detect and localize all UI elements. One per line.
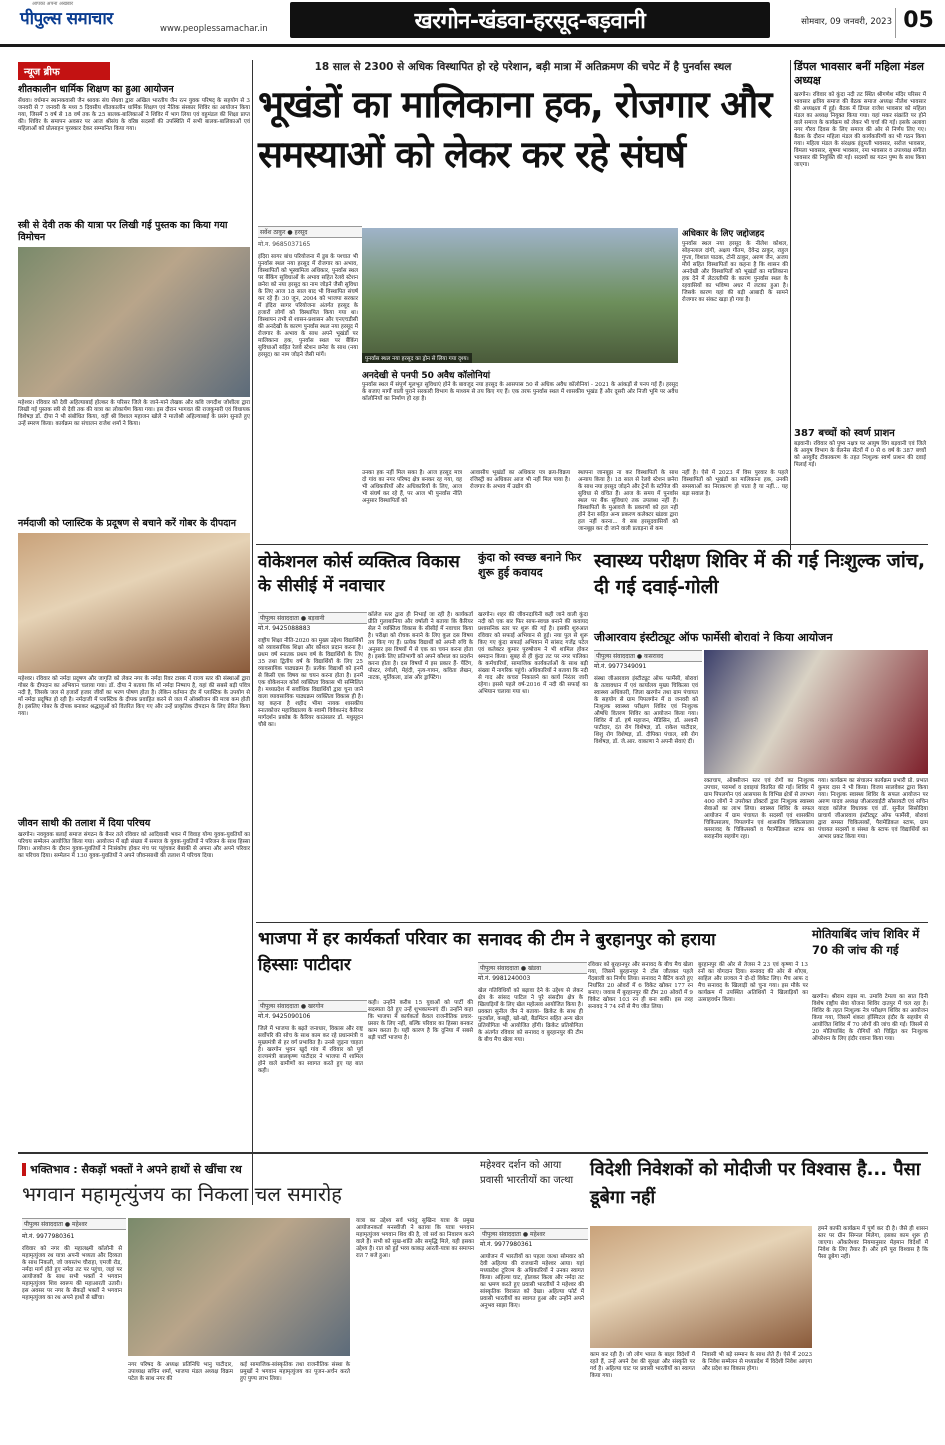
lead-photo-caption: पुनर्वास स्थल नया हरसूद का ड्रोन से लिया गया दृश्य। [362,353,472,363]
brief-text-2: महेश्वर। रविवार को देवी अहिल्याबाई होल्कर के परिसर जिले के जाने-माने लेखक और कवि जगदीश जोशीला द्वारा लिखी गई पुस्तक स्त्री से देवी तक की यात्रा का लोकार्पण किया गया। इस दौरान भागवत की राजकुमारी एवं विधायक विशेषज्ञ डॉ. दीपा ने भी संबोधित किया, वहीं श्री विशाल महाजन खोले ने मातोश्री अहिल्याबाई के प्रसंग सुनाते हुए उन्हें स्मरण किया। कार्यक्रम का संचालन राजेश शर्मा ने किया। [18,400,250,427]
lead-drone-photo [362,228,678,363]
news-brief-column [18,62,250,1202]
bhakti-procession-photo [128,1218,350,1356]
edition-title: खरगोन-खंडवा-हरसूद-बड़वानी [414,9,646,34]
modi-col-3: हमने काफी कार्यक्रम में पूर्ण कर दी है। जैसे ही शासन स्तर पर ग्रीन सिग्नल मिलेगा, इसका काम शुरू हो जाएगा। ओंकारेश्वर नियमानुसार मेहमान विदेशों में निवेश के लिए तैयार हैं। और हमें पूरा विश्वास है कि पैसा डूबेगा नहीं। [818,1226,928,1260]
lead-subhead-colonies: अनदेखी से पनपी 50 अवैध कॉलोनियां [362,371,491,381]
bhakti-kicker-text: भक्तिभाव : सैकड़ों भक्तों ने अपने हाथों से खींचा रथ [22,1163,242,1176]
bjp-col-2: कही। उन्होंने करीब 15 युवाओं को पार्टी की सदस्यता देते हुए उन्हें शुभकामनाएं दीं। उन्होंने कहा कि भाजपा में कार्यकर्ता केवल राजनीतिक प्रचार-प्रसार के लिए नहीं, बल्कि परिवार का हिस्सा बनकर काम करता है। यही कारण है कि दुनिया में सबसे बड़ी पार्टी भाजपा है। [368,1000,473,1041]
lead-subhead-colonies-text: पुनर्वास स्थल में संपूर्ण मूलभूत सुविधाएं होने के बावजूद नया हरसूद के आसपास 50 से अधिक अवैध कॉलोनियां - 2021 के आंकड़ों से पनप गई हैं। हरसूद के बजाए मार्गों वाली पुराने सरकारी विभाग के माध्यम से तय किए गए हैं। एक तरफ पुनर्वास स्थल में शासकीय भूखंड हैं और दूसरी ओर निजी भूमि पर अवैध कॉलोनियों का निर्माण हो रहा है। [362,382,678,402]
issue-date: सोमवार, 09 जनवरी, 2023 [801,17,892,27]
edition-banner [290,2,770,38]
logo-text: पीपुल्स समाचार [20,9,113,29]
swarna-headline: 387 बच्चों को स्वर्ण प्राशन [794,428,895,439]
brief-headline-2: स्त्री से देवी तक की यात्रा पर लिखी गई पुस्तक का किया गया विमोचन [18,220,228,243]
bhakti-headline: भगवान महामृत्युंजय का निकला चल समारोह [22,1182,342,1206]
bhakti-byline: पीपुल्स संवाददाता ● महेश्वर [22,1218,126,1230]
health-col-1: संस्था जीआरवाय इंस्टीट्यूट ऑफ फार्मेसी, बोरावां के तत्वावधान में एवं कार्यालय मुख्य चिकित्सा एवं स्वास्थ्य अधिकारी, जिला खरगोन तथा ग्राम पंचायत के सहयोग से ग्राम पिपलगोन में 8 जनवरी को निःशुल्क स्वास्थ्य परीक्षण शिविर एवं निःशुल्क औषधि वितरण शिविर का आयोजन किया गया। शिविर में डॉ. हर्ष महाजन, मेडिसिन, डॉ. अश्वनी पाटीदार, दंत रोग विशेषज्ञ, डॉ. राकेश पाटीदार, शिशु रोग विशेषज्ञ, डॉ. दीपिका पंचाल, स्त्री रोग विशेषज्ञ, डॉ. जे.आर. वाकाणा ने अपनी सेवाएं दीं। [594,676,698,745]
health-headline: स्वास्थ्य परीक्षण शिविर में की गई निःशुल्क जांच, दी गई दवाई-गोली [594,550,926,598]
sanawad-headline: सनावद की टीम ने बुरहानपुर को हराया [478,930,716,950]
swarna-text: बड़वानी। रविवार को पुष्य नक्षत्र पर आयुष विंग बड़वानी एवं जिले के आयुष विभाग के वेलनेस सेंटरों में 0 से 6 वर्ष के 387 बच्चों को आयुर्वेद टीकाकरण के तहत निःशुल्क स्वर्ण प्राशन की दवाई पिलाई गई। [794,441,926,468]
brief-headline-4: जीवन साथी की तलाश में दिया परिचय [18,818,151,829]
lead-col-4: नहीं है। ऐसे में 2023 में विस पुरवार के पहले विस्थापितों को भूखंडों का मालिकाना हक, उनकी समस्याओं का निराकरण हो पाता है या नहीं... यह बड़ा सवाल है। [682,470,788,497]
maheshwar-mobile: मो.नं. 9977980361 [480,1241,533,1248]
bhakti-col-1: रविवार को नगर की महालक्ष्मी कॉलोनी से महामृत्युंजय रथ यात्रा अपनी भव्यता और दिव्यता के साथ निकली, जो जयस्तंभ चौराहा, एमजी रोड, नर्मदा मार्ग होते हुए नर्मदा तट पर पहुंचा, जहां पर आयोजकों के साथ सभी भक्तों ने भगवान महामृत्युंजय शिव स्वरूप की महाआरती उतारी। इस अवसर पर नगर के सैकड़ों भक्तों ने भगवान महामृत्युंजय का रथ अपने हाथों से खींचा। [22,1246,122,1301]
bjp-headline: भाजपा में हर कार्यकर्ता परिवार का हिस्साः पाटीदार [258,929,471,975]
lead-col-1: इंदिरा सागर बांध परियोजना में डूब के पश्चात भी पुनर्वास स्थल नया हरसूद में रोजगार का अभाव, विस्थापितों को भूस्वामित्व अधिकार, पुनर्वास स्थल पर बैंकिंग सुविधाओं के अभाव सहित रेलवे स्टेशन छनेरा को नया हरसूद का नाम जोड़ने जैसी सुविधा के लिए आज 18 साल बाद भी विस्थापित संघर्ष कर रहे हैं। 30 जून, 2004 को भाजपा सरकार में इंदिरा सागर परियोजना अंतर्गत हरसूद के हजारों लोगों को विस्थापित किया गया था। विस्थापन तभी से शासन-प्रशासन और एनएचडीसी की अनदेखी के कारण पुनर्वास स्थल नया हरसूद में रोजगार के अभाव के साथ अपने भूखंडों पर मालिकाना हक, पुनर्वास स्थल पर बैंकिंग सुविधाओं सहित रेलवे स्टेशन छनेरा के साथ (नया हरसूद) का नाम जोड़ने जैसी मांगें। [258,254,358,358]
vocational-col-2: कॉलेज स्तर द्वारा ही निभाई जा रही है। कार्यकर्ता प्रीति गुलाबानिया और वर्षाली ने बताया कि कैरियर सेल ने व्यक्तित्व विकास के सीसीई में नवाचार किया है। परीक्षा को रोचक बनाने के लिए कुल दस विषय तय किए गए हैं। प्रत्येक विद्यार्थी को अपनी रुचि के अनुसार इस विषयों में से एक का चयन करना होता है। इसके लिए प्रतिभागी को अपने कौशल का प्रदर्शन करना होता है। दस विषयों में इस प्रकार हैं- पेंटिंग, पोस्टर, रंगोली, मेहंदी, नृत्य-गायन, कविता लेखन, नाटक, मूर्तिकला, डांस और ड्राफ्टिंग। [368,612,473,681]
vocational-byline: पीपुल्स संवाददाता ● बड़वानी [258,612,367,624]
health-col-2: रक्तचाप, ऑक्सीजन स्तर एवं रोगों का निःशुल्क उपचार, परामर्श व दवाइयां वितरित की गईं। शिविर में ग्राम पिपलगोन एवं आसपास के विभिन्न क्षेत्रों से लगभग 400 लोगों ने उपरोक्त डॉक्टरों द्वारा निःशुल्क स्वास्थ्य सेवाओं का लाभ लिया। स्वास्थ्य शिविर के सफल आयोजन में ग्राम पंचायत के सदस्यों एवं शासकीय चिकित्सालय, पिपलगोन एवं शासकीय चिकित्सालय कसरावद के चिकित्सकों व पैरामेडिकल स्टाफ का सराहनीय सहयोग रहा। [704,778,814,840]
lead-kicker: 18 साल से 2300 से अधिक विस्थापित हो रहे परेशान, बड़ी मात्रा में अतिक्रमण की चपेट में है पुनर्वास स्थल [314,61,732,73]
bhakti-kicker [22,1158,474,1176]
maheshwar-text: आयोजन में भारतीयों का पहला जत्था सोमवार को देवी अहिल्या की राजधानी महेश्वर आया। यहां मध्यप्रदेश टूरिज्म के अधिकारियों ने उनका स्वागत किया। अहिल्या घाट, होलकर किला और नर्मदा तट का भ्रमण करते हुए प्रवासी भारतीयों ने महेश्वर की सांस्कृतिक विरासत को देखा। अहिल्या फोर्ट में प्रवासी भारतीयों का स्वागत हुआ और उन्होंने अपने अनुभव साझा किए। [480,1254,584,1309]
column-divider [252,60,253,1205]
health-camp-photo [704,650,928,774]
masthead [0,0,945,47]
vocational-col-1: राष्ट्रीय शिक्षा नीति-2020 का मुख्य उद्देश्य विद्यार्थियों को व्यावसायिक शिक्षा और कौशल प्रदान करना है। प्रथम वर्ष स्नातक प्रथम वर्ष के विद्यार्थियों के लिए 35 तथा द्वितीय वर्ष के विद्यार्थियों के लिए 25 व्यावसायिक पाठ्यक्रम हैं। प्रत्येक विद्यार्थी को इनमें से किसी एक विषय का चयन करना होता है। इनमें एक वोकेशनल कोर्स व्यक्तित्व विकास भी सम्मिलित है। मध्यप्रदेश में सर्वाधिक विद्यार्थियों द्वारा चुना जाने वाला व्यावसायिक पाठ्यक्रम व्यक्तित्व विकास ही है। यह कहना है शहीद भीमा नायक शासकीय स्नातकोत्तर महाविद्यालय के स्वामी विवेकानंद कैरियर मार्गदर्शन प्रकोष्ठ के कैरियर काउंसलर डॉ. मधुसूदन चौबे का। [258,638,363,728]
lead-byline: सर्वेश ठाकुर ● हरसूद [258,226,362,238]
sanawad-byline: पीपुल्स संवाददाता ● खंडवा [478,962,587,974]
cataract-text: खरगोन। श्रीराम राइस मा. उमावि टेमला का सात दिनी विशेष राष्ट्रीय सेवा योजना शिविर दातपुर में चल रहा है। शिविर के तहत निःशुल्क नेत्र परीक्षण शिविर का आयोजन किया गया, जिसमें शंकरा हॉस्पिटल इंदौर के सहयोग से आयोजित शिविर में 70 लोगों की जांच की गई। जिसमें से 20 मोतियाबिंद के रोगियों को चिह्नित कर निःशुल्क ऑपरेशन के लिए इंदौर रवाना किया गया। [812,994,928,1042]
row-divider [18,1152,928,1154]
lead-headline: भूखंडों का मालिकाना हक, रोजगार और समस्याओं को लेकर कर रहे संघर्ष [258,83,772,176]
modi-col-1: काम कर रही है। जो लोग भारत के बाहर विदेशों में रहते हैं, उन्हें अपने देश की सुरक्षा और संस्कृति पर गर्व है। अहिल्या घाट पर प्रवासी भारतीयों का स्वागत किया गया। [590,1352,695,1379]
vocational-headline: वोकेशनल कोर्स व्यक्तित्व विकास के सीसीई में नवाचार [258,552,460,596]
modi-col-2: निवासी भी बड़े सम्मान के साथ लेते हैं। ऐसे में 2023 के निवेश सम्मेलन से मध्यप्रदेश में विदेशी निवेश आएगा और प्रदेश का विकास होगा। [702,1352,812,1372]
column-divider [790,60,791,550]
brief-headline-1: शीतकालीन धार्मिक शिक्षण का हुआ आयोजन [18,84,174,95]
bhakti-col-3: यात्रा का उद्देश्य सर्व भवंतु सुखिनः यात्रा के प्रमुख आयोजनकर्ता मनस्वीजी ने बताया कि यात्रा भगवान महामृत्युंजय भगवान शिव की है, जो सर्व का निवारण करने वाले हैं। सभी को सुख-शांति और समृद्धि मिले, यही इसका उद्देश्य है। रात को हुई भव्य काकड़ आरती-यात्रा का समापन रात 7 बजे हुआ। [356,1218,474,1259]
page-number: 05 [895,8,941,38]
cataract-headline: मोतियाबिंद जांच शिविर में 70 की जांच की गई [812,927,920,957]
bhakti-col-4: कई सामाजिक-सांस्कृतिक तथा राजनीतिक संस्था के प्रमुखों ने भगवान महामृत्युंजय का पूजन-अर्चन करते हुए पुण्य लाभ लिया। [240,1362,350,1382]
brief-headline-3: नर्मदाजी को प्लास्टिक के प्रदूषण से बचाने करें गोबर के दीपदान [18,518,237,529]
bjp-mobile: मो.नं. 9425090106 [258,1013,311,1020]
sanawad-col-2: रविवार को बुरहानपुर और सनावद के बीच मैच खेला गया, जिसमें बुरहानपुर ने टॉस जीतकर पहले गेंदबाजी का निर्णय लिया। सनावद ने बैटिंग करते हुए निर्धारित 20 ओवरों में 6 विकेट खोकर 177 रन बनाए। जवाब में बुरहानपुर की टीम 20 ओवरों में 9 विकेट खोकर 103 रन ही बना सकी। इस तरह सनावद ने 74 रनों से मैच जीत लिया। [588,962,693,1010]
health-byline: पीपुल्स संवाददाता ● कसरावद [594,650,702,662]
sanawad-col-1: खेल गतिविधियों को बढ़ावा देने के उद्देश्य से लेकर क्षेत्र के सांसद पाटिल ने पूरे संसदीय क्षेत्र के खिलाड़ियों के लिए खेल महोत्सव आयोजित किया है। प्रवक्ता सुनील जैन ने बताया- क्रिकेट के साथ ही फुटबॉल, कबड्डी, खो-खो, बैडमिंटन सहित अन्य खेल प्रतियोगिता भी आयोजित होंगी। क्रिकेट प्रतियोगिता के अंतर्गत रविवार को सनावद व बुरहानपुर की टीम के बीच मैच खेला गया। [478,988,583,1043]
maheshwar-headline: महेश्वर दर्शन को आया प्रवासी भारतीयों का जत्था [480,1160,574,1186]
logo-tagline: आपका अपना अखबार [32,1,74,7]
bhakti-mobile: मो.नं. 9977980361 [22,1233,75,1240]
brief-text-3: महेश्वर। रविवार को नर्मदा प्रदूषण और जागृति को लेकर नगर के नर्मदा रिवर टास्क में राज्य स्तर की संस्थाओं द्वारा गोबर के दीपदान का अभियान चलाया गया। डॉ. दीपा ने बताया कि माँ नर्मदा निष्पाप है, यहां की सबसे बड़ी पवित्र नदी है, जिसके जल से हजारों हजार जीवों का भरण पोषण होता है। लेकिन वर्तमान दौर में प्लास्टिक के उपयोग से माँ नर्मदा प्रदूषित हो रही है। नर्मदाजी में प्लास्टिक के दीपक प्रवाहित करने से जल में ऑक्सीजन की मात्रा कम होती है। इसलिए गोबर के दीपक बनाकर श्रद्धालुओं को वितरित किए गए और उन्हें प्राकृतिक दीपदान के लिए प्रेरित किया गया। [18,676,250,717]
dimple-text: खरगोन। रविवार को कुंदा नदी तट स्थित श्रीगणेश मंदिर परिसर में भावसार क्षत्रिय समाज की बैठक समाज अध्यक्ष नीलेश भावसार की अध्यक्षता में हुई। बैठक में डिंपल राजेश भावसार को महिला मंडल का अध्यक्ष नियुक्त किया गया। यहां मकर संक्रांति पर होने वाले समाज के कार्यक्रम को लेकर भी चर्चा की गई। इसके अलावा नगर गौरव दिवस के लिए समाज की ओर से निर्णय लिए गए। बैठक के दौरान महिला मंडल की कार्यकारिणी का भी गठन किया गया। महिला मंडल के संरक्षक इंदुमती भावसार, सरोज भावसार, विमला भावसार, सुषमा भावसार, रमा भावसार व उपाध्यक्ष संगीता भावसार की नियुक्ति की गई। सदस्यों का गठन पुष्प के साथ किया जाएगा। [794,92,926,168]
row-divider [256,544,928,545]
lead-side-box [682,228,788,468]
book-launch-photo [18,247,250,397]
lead-col-2b: आवासीय भूखंडों का अधिकार पत्र क्रय-विक्रय रजिस्ट्री का अधिकार आज भी नहीं मिल पाया है। रोजगार के अभाव में उद्योग की [470,470,570,490]
lead-side-head: अधिकार के लिए जद्दोजहद [682,229,765,239]
brief-text-4: खरगोन। नवयुवक बलाई समाज संगठन के बैनर तले रविवार को आदिवासी भवन में विवाह योग्य युवक-युवतियों का परिचय सम्मेलन आयोजित किया गया। आयोजन में बड़ी संख्या में समाज के युवक-युवतियों ने परिजन के साथ हिस्सा लिया। आयोजन के दौरान युवक-युवतियों ने निःसंकोच होकर मंच पर पहुंचकर बेबाकी से अपना और अपने परिवार का परिचय दिया। सम्मेलन में 130 युवक-युवतियों ने अपने जीवनसाथी की तलाश में परिचय दिया। [18,832,250,859]
maheshwar-visitors-photo [590,1226,812,1348]
bhakti-col-2: नगर परिषद के अध्यक्ष प्रतिनिधि भानु पाटीदार, उपाध्यक्ष सचिन शर्मा, भाजपा मंडल अध्यक्ष विक्रम पटेल के साथ नगर की [128,1362,233,1382]
logo [20,6,160,28]
modi-headline: विदेशी निवेशकों को मोदीजी पर विश्वास है... पैसा डूबेगा नहीं [590,1159,921,1208]
lead-col-2a: उनका हक नहीं मिल सका है। आज हरसूद मात्र दो गांव का नगर परिषद क्षेत्र बनकर रह गया, वह भी अधिकारियों और अधिकारियों के लिए, आज भी संघर्ष कर रहे हैं, पर आज भी पुनर्वास नीति अनुसार विस्थापितों को [362,470,462,504]
right-column [794,60,926,550]
vocational-mobile: मो.नं. 9425088883 [258,625,311,632]
health-subhead: जीआरवाय इंस्टीट्यूट ऑफ फार्मेसी बोरावां ने किया आयोजन [594,631,833,644]
diya-photo [18,533,250,673]
dimple-headline: डिंपल भावसार बनीं महिला मंडल अध्यक्ष [794,60,924,87]
maheshwar-byline: पीपुल्स संवाददाता ● महेश्वर [480,1228,588,1240]
lead-mobile: मो.न. 9685037165 [258,241,311,248]
lead-side-text: पुनर्वास स्थल नया हरसूद के नीलेश कोशल, सोहनलाल दांगी, अक्षय गौतम, देवेन्द्र ठाकुर, राहुल गुप्ता, विशाल पाठक, टोनी ठाकुर, अरुण जैन, अजय मौर्य सहित विस्थापितों का कहना है कि शासन की अनदेखी और विस्थापितों को भूखंडों का मालिकाना हक देने में लेटलतीफी के कारण पुनर्वास स्थल के रहवासियों का भविष्य अधर में लटका हुआ है। जिसके कारण यहां की बड़ी आबादी के सामने रोजगार का संकट खड़ा हो गया है। [682,241,788,303]
brief-text-1: सेंधवा। वर्धमान स्थानकवासी जैन श्रावक संघ सेंधवा द्वारा अखिल भारतीय जैन रत्न युवक परिषद् के सहयोग से 3 जनवरी से 7 जनवरी के मध्य 5 दिवसीय शीतकालीन धार्मिक शिक्षण एवं नैतिक संस्कार शिविर का आयोजन किया गया, जिसमें 5 वर्ष से 18 वर्ष तक के 25 बालक-बालिकाओं ने शिविर में भाग लिया एवं वहुमंडल की शिक्षा प्राप्त की। शिविर के समापन अवसर पर आज श्रीसंघ के वरिष्ठ सदस्यों की उपस्थिति में सभी बालक-बालिकाओं एवं महिलाओं को प्रोत्साहन पुरस्कार देकर सम्मानित किया गया। [18,98,250,132]
kunda-text: खरगोन। शहर की जीवनदायिनी कही जाने वाली कुंदा नदी को एक बार फिर साफ-स्वच्छ बनाने की कवायद प्रशासनिक स्तर पर शुरू की गई है। इसकी शुरुआत रविवार को सफाई अभियान से हुई। नया पुल से शुरू किए गए कुंदा सफाई अभियान में सांसद गजेंद्र पटेल एवं कलेक्टर कुमार पुरुषोत्तम ने भी शामिल होकर श्रमदान किया। सुबह से ही कुंदा तट पर नगर पालिका के कर्मचारियों, सामाजिक कार्यकर्ताओं के साथ बड़ी संख्या में नागरिक पहुंचे। अधिकारियों ने बताया कि नदी से गाद और कचरा निकालने का कार्य निरंतर जारी रहेगा। इससे पहले वर्ष-2016 में नदी की सफाई का अभियान चलाया गया था। [478,612,588,695]
sanawad-col-3: बुरहानपुर की ओर से तेजस ने 23 एवं कृष्णा ने 13 रनों का योगदान दिया। सनावद की ओर से शोएब, साहिल और प्रज्वल ने दो-दो विकेट लिए। मैच आफ द मैच सनावद के खिलाड़ी को चुना गया। इस मौके पर कार्यक्रम में उपस्थित अतिथियों ने खिलाड़ियों का उत्साहवर्धन किया। [698,962,808,1003]
health-col-3: गया। कार्यक्रम का संचालन कार्यक्रम प्रभारी प्रो. प्रभात कुमार दास ने भी किया। विजय सालवेकर द्वारा किया गया। निःशुल्क स्वास्थ्य शिविर के सफल आयोजन पर अरुण यादव अध्यक्ष जीआरवाईटी सोसायटी एवं सचिन यादव कॉलेज विधायक एवं डॉ. सुनील सिसोदिया प्राचार्य जीआरवाय इंस्टीट्यूट ऑफ फार्मेसी, बोरावां द्वारा समस्त चिकित्सकों, पैरामेडिकल स्टाफ, ग्राम पंचायत सदस्यों व संस्था के स्टाफ एवं विद्यार्थियों का आभार प्रकट किया गया। [818,778,928,840]
bjp-col-1: जिले में भाजपा के बढ़ते जनाधार, विकास और राष्ट्र सर्वोपरि की सोच के साथ काम कर रहे प्रधानमंत्री व मुख्यमंत्री से हर वर्ग प्रभावित है। उनसे जुड़ना चाहता है। खरगोन भुवन खुर्द गांव में रविवार को पूर्व राज्यमंत्री बालकृष्ण पाटीदार ने भाजपा में शामिल होने वाले ग्रामीणों का स्वागत करते हुए यह बात कही। [258,1026,363,1074]
kunda-headline: कुंदा को स्वच्छ बनाने फिर शुरू हुई कवायद [478,551,582,579]
bjp-byline: पीपुल्स संवाददाता ● खरगोन [258,1000,367,1012]
news-brief-title: न्यूज ब्रीफ [18,62,110,80]
website[interactable]: www.peoplessamachar.in [160,24,268,34]
health-mobile: मो.नं. 9977349091 [594,663,647,670]
row-divider [256,922,928,923]
lead-col-3: स्थापना जानबूझ ना कर विस्थापितों के साथ अन्याय किया है। 18 साल से रेलवे स्टेशन छनेरा के साथ नया हरसूद जोड़ने और ट्रेनों के स्टॉपेज की सुविधा से वंचित हैं। आज के समय में पुनर्वास स्थल पर बैंक सुविधाएं तक उपलब्ध नहीं हैं। विस्थापितों के मुआवजे के प्रकरणों को हल नहीं होने देना सहित अन्य प्रकरण कलेक्टर खंडवा द्वारा हल नहीं करना... ये सब हरसूदवासियों को जानबूझ कर दी जाने वाली प्रताड़ना से कम [578,470,678,532]
sanawad-mobile: मो.नं. 9981240003 [478,975,531,982]
